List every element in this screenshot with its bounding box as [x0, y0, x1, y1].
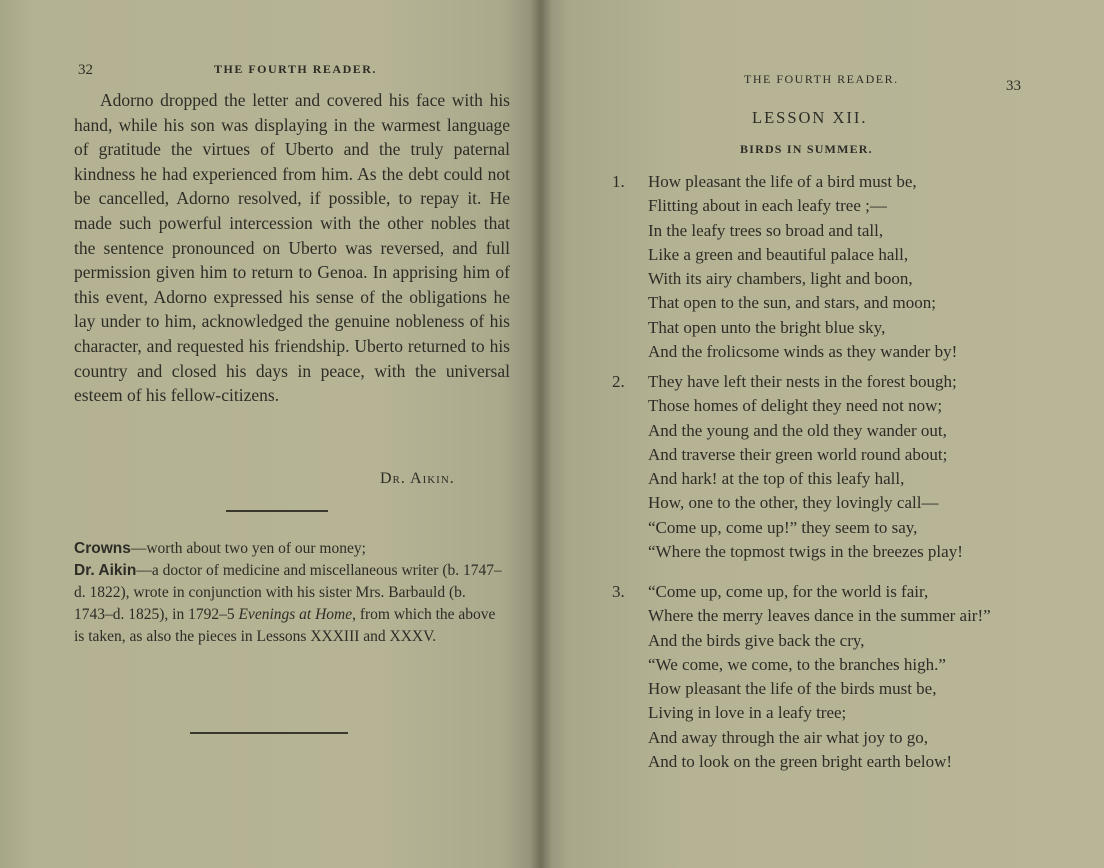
poem-title: BIRDS IN SUMMER.: [740, 142, 873, 156]
left-running-header: THE FOURTH READER.: [214, 62, 377, 76]
verse-line: In the leafy trees so broad and tall,: [648, 220, 884, 240]
note-crowns: [74, 538, 502, 560]
verse-line: Flitting about in each leafy tree ;—: [648, 196, 887, 216]
verse-line: They have left their nests in the forest bough;: [648, 372, 957, 391]
stanza-lines: [648, 580, 991, 774]
verse-line: “Where the topmost twigs in the breezes play!: [648, 542, 963, 562]
verse-line: Like a green and beautiful palace hall,: [648, 244, 909, 264]
paragraph-text: Adorno dropped the letter and covered his face with his hand, while his son was displaying in the warmest language of gratitude the virtues of Uberto and the truly paternal kindness he had experienced from him. As the debt could not be cancelled, Adorno resolved, if possible, to repay it. He made such powerful intercession with the other nobles that the sentence pronounced on Uberto was reversed, and full permission given him to return to Genoa. In apprising him of this event, Adorno expressed his sense of the obligations he lay under to him, acknowledged the genuine nobleness of his character, and requested his friendship. Uberto returned to his country and closed his days in peace, with the universal esteem of his fellow-citizens.: [74, 90, 510, 406]
left-page: [0, 0, 540, 868]
author-signature: Dr. Aikin.: [380, 470, 455, 487]
verse-line: And the young and the old they wander out,: [648, 420, 947, 440]
verse-line: And away through the air what joy to go,: [648, 727, 928, 747]
end-rule: [190, 732, 348, 734]
stanza-lines: [648, 370, 963, 564]
note-text-continued: , from which the above is taken, as also the pieces in Lessons XXXIII and XXXV.: [74, 606, 496, 645]
note-aikin: [74, 560, 502, 648]
verse-line: “Come up, come up!” they seem to say,: [648, 517, 918, 537]
footnotes: [74, 538, 502, 648]
verse-line: That open to the sun, and stars, and moon;: [648, 293, 937, 313]
verse-line: And to look on the green bright earth below!: [648, 752, 953, 772]
prose-paragraph: [74, 88, 510, 408]
stanza-number: 1.: [612, 172, 625, 191]
note-text: —worth about two yen of our money;: [130, 540, 366, 557]
stanza-number: 2.: [612, 372, 625, 391]
verse-line: How pleasant the life of a bird must be,: [648, 172, 917, 191]
note-term: Crowns: [74, 540, 131, 557]
note-italic-title: Evenings at Home: [238, 606, 353, 623]
verse-line: With its airy chambers, light and boon,: [648, 269, 913, 289]
note-text: —a doctor of medicine and miscellaneous writer (b. 1747–d. 1822), wrote in conjunction with his sister Mrs. Barbauld (b. 1743–d. 1825), in 1792–5: [74, 562, 502, 623]
right-running-header: THE FOURTH READER.: [744, 72, 899, 86]
lesson-heading: LESSON XII.: [752, 108, 868, 127]
verse-line: Those homes of delight they need not now;: [648, 396, 943, 416]
verse-line: Where the merry leaves dance in the summer air!”: [648, 606, 991, 626]
verse-line: “We come, we come, to the branches high.”: [648, 654, 946, 674]
verse-line: That open unto the bright blue sky,: [648, 317, 886, 337]
left-page-number: 32: [78, 62, 93, 78]
verse-line: How, one to the other, they lovingly call—: [648, 493, 939, 513]
verse-line: Living in love in a leafy tree;: [648, 703, 847, 723]
stanza-lines: [648, 170, 957, 364]
book-gutter: [530, 0, 552, 868]
divider-rule: [226, 510, 328, 512]
stanza-number: 3.: [612, 582, 625, 601]
verse-line: And the birds give back the cry,: [648, 630, 865, 650]
verse-line: And hark! at the top of this leafy hall,: [648, 469, 905, 489]
verse-line: “Come up, come up, for the world is fair,: [648, 582, 929, 601]
note-term: Dr. Aikin: [74, 562, 137, 579]
verse-line: And traverse their green world round about;: [648, 444, 948, 464]
verse-line: How pleasant the life of the birds must be,: [648, 679, 937, 699]
right-page-number: 33: [1006, 78, 1021, 94]
verse-line: And the frolicsome winds as they wander by!: [648, 342, 958, 362]
